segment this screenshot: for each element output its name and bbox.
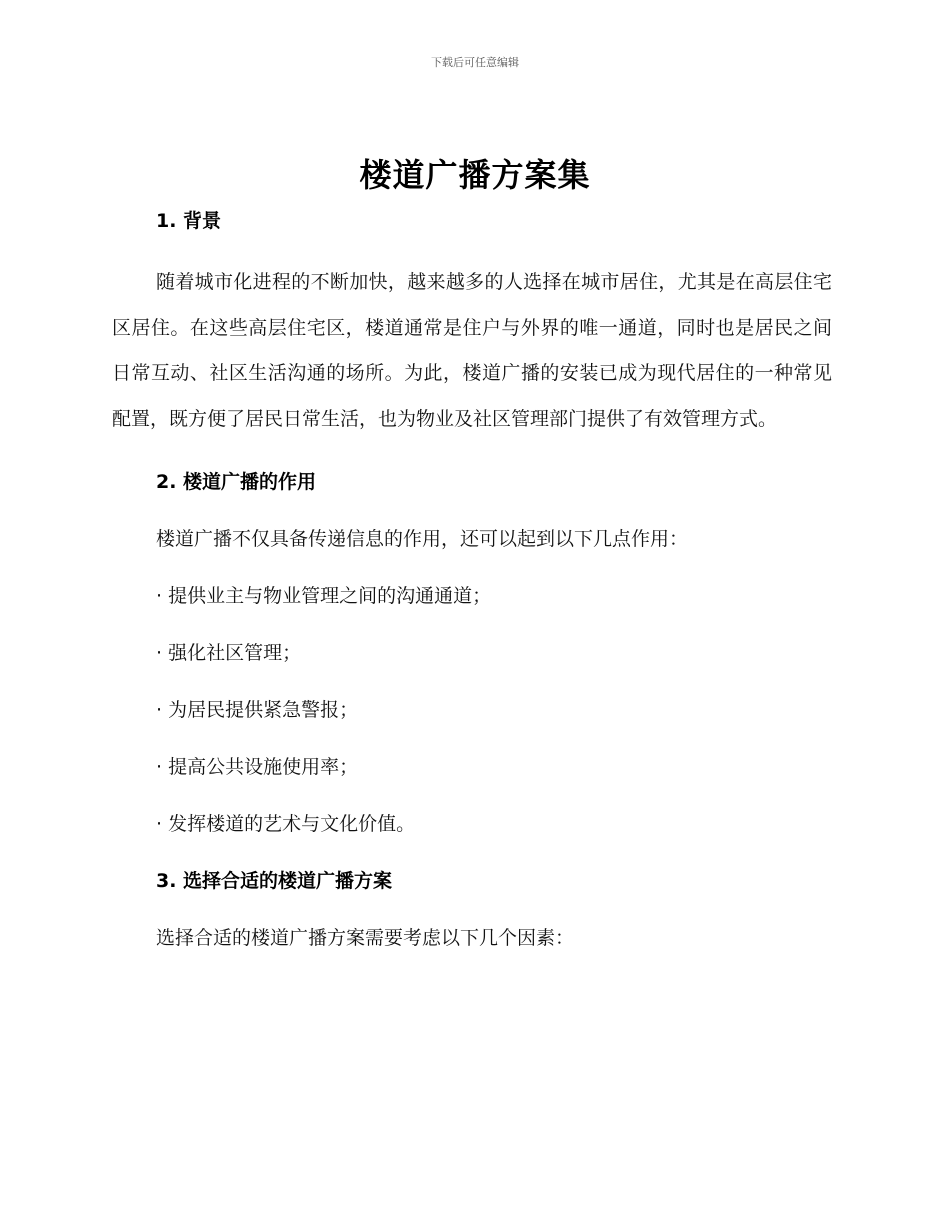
background-paragraph: 随着城市化进程的不断加快，越来越多的人选择在城市居住，尤其是在高层住宅区居住。在这些高层住宅区，楼道通常是住户与外界的唯一通道，同时也是居民之间日常互动、社区生活沟通的场所。为此，楼道广播的安装已成为现代居住的一种常见配置，既方便了居民日常生活，也为物业及社区管理部门提供了有效管理方式。 xyxy=(112,271,832,430)
list-item: · 提高公共设施使用率； xyxy=(156,756,359,778)
header-note: 下载后可任意编辑 xyxy=(431,56,519,69)
choose-plan-intro: 选择合适的楼道广播方案需要考虑以下几个因素： xyxy=(156,927,575,949)
list-item: · 发挥楼道的艺术与文化价值。 xyxy=(156,813,416,835)
list-item: · 为居民提供紧急警报； xyxy=(156,699,359,721)
document-title: 楼道广播方案集 xyxy=(359,156,591,194)
section-heading-choose-plan: 3. 选择合适的楼道广播方案 xyxy=(156,870,393,892)
functions-intro: 楼道广播不仅具备传递信息的作用，还可以起到以下几点作用： xyxy=(156,528,689,550)
section-heading-functions: 2. 楼道广播的作用 xyxy=(156,471,317,493)
document-body xyxy=(112,204,832,955)
section-heading-background: 1. 背景 xyxy=(156,210,222,232)
list-item: · 强化社区管理； xyxy=(156,642,302,664)
list-item: · 提供业主与物业管理之间的沟通通道； xyxy=(156,585,492,607)
